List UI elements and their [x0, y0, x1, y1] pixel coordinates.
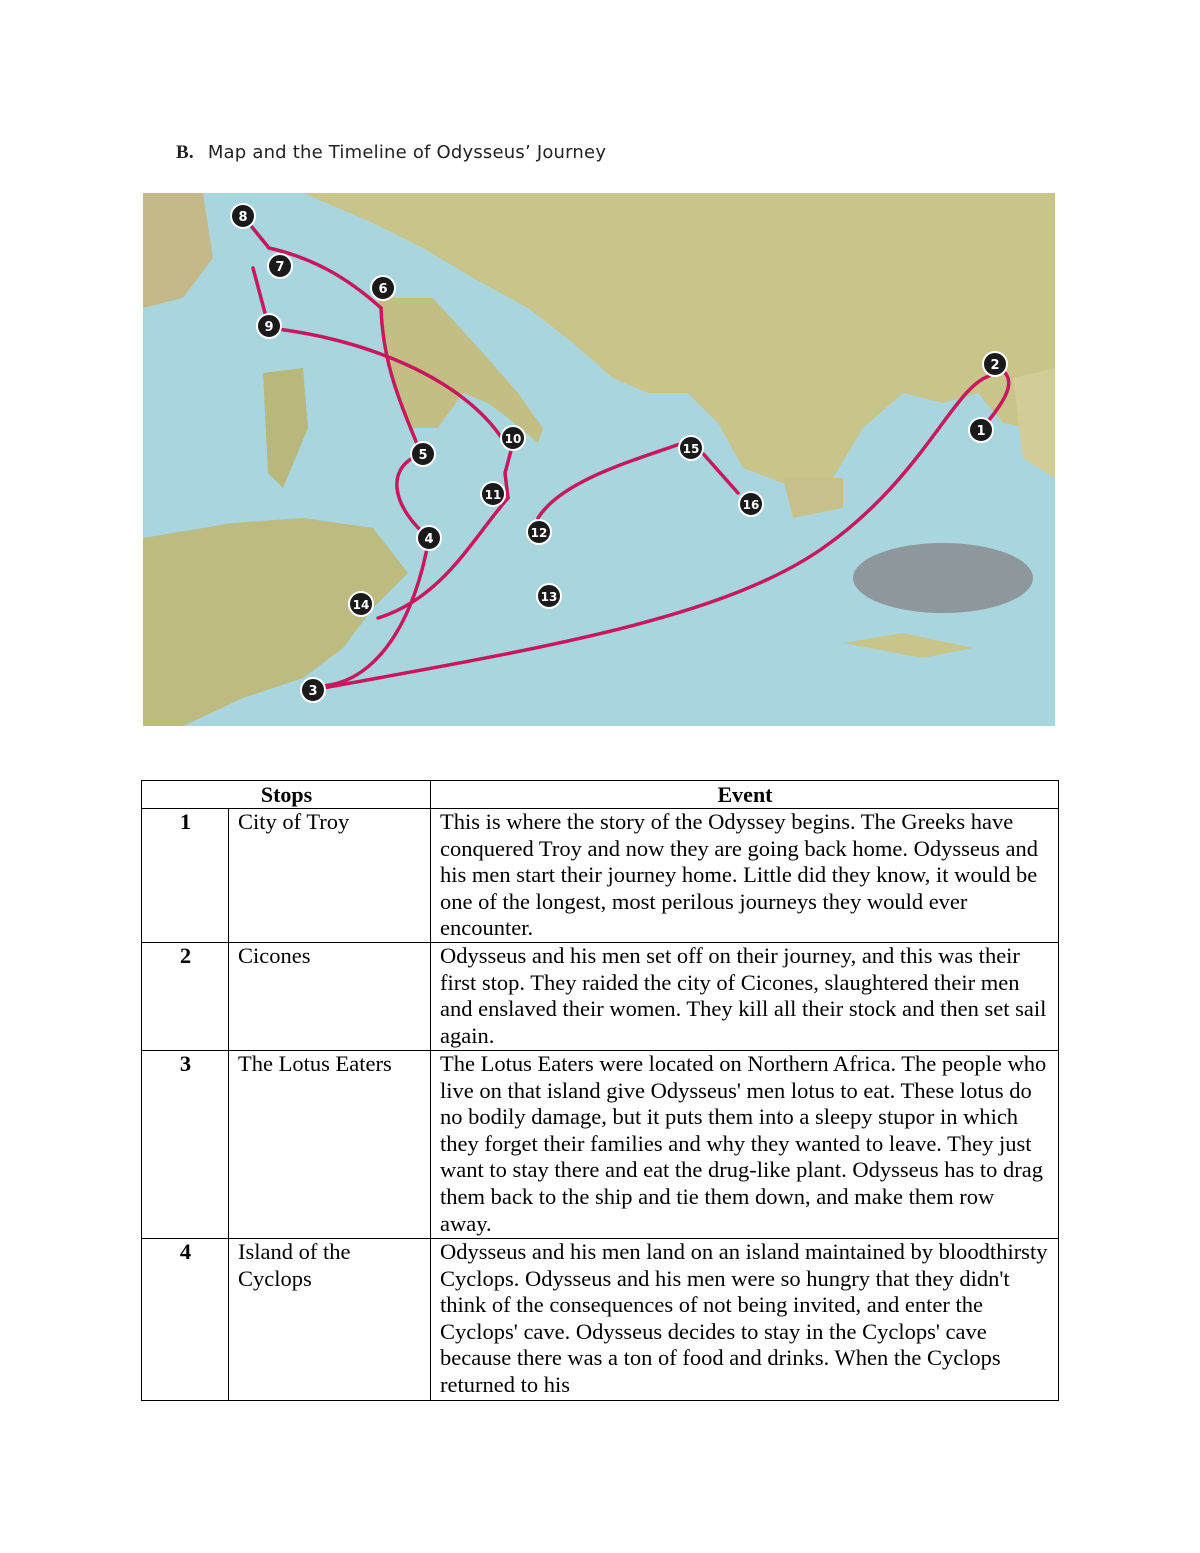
stop-name: The Lotus Eaters [229, 1051, 431, 1239]
stop-marker [231, 204, 255, 228]
stop-marker [527, 520, 551, 544]
section-letter: B. [176, 142, 194, 163]
map-storm-cloud [853, 543, 1033, 613]
table-row [142, 1051, 1059, 1239]
stop-marker [257, 314, 281, 338]
svg-text:10: 10 [504, 432, 522, 446]
stops-header: Stops [142, 781, 431, 809]
stop-marker [983, 352, 1007, 376]
svg-text:8: 8 [238, 210, 248, 225]
stop-marker [349, 592, 373, 616]
journey-map-illustration [143, 178, 1055, 726]
table-row [142, 943, 1059, 1051]
stop-number: 3 [142, 1051, 229, 1239]
svg-text:6: 6 [378, 282, 388, 297]
stop-marker [301, 678, 325, 702]
svg-text:14: 14 [352, 598, 370, 612]
svg-text:4: 4 [424, 532, 434, 547]
journey-table [141, 780, 1059, 1401]
stop-name: Cicones [229, 943, 431, 1051]
stop-event: Odysseus and his men land on an island maintained by bloodthirsty Cyclops. Odysseus and his men were so hungry that they didn't think of the consequences of not being invited, and enter the Cyclops' cave. Odysseus decides to stay in the Cyclops' cave because there was a ton of food and drinks. When the Cyclops returned to his [431, 1239, 1059, 1401]
stop-event: Odysseus and his men set off on their journey, and this was their first stop. They raided the city of Cicones, slaughtered their men and enslaved their women. They kill all their stock and then set sail again. [431, 943, 1059, 1051]
section-heading [176, 142, 606, 164]
stop-marker [501, 426, 525, 450]
stop-marker [739, 492, 763, 516]
section-title: Map and the Timeline of Odysseus’ Journey [207, 142, 607, 163]
stop-marker [268, 254, 292, 278]
svg-text:15: 15 [682, 442, 700, 456]
svg-text:9: 9 [264, 320, 274, 335]
stop-marker [969, 418, 993, 442]
stop-number: 2 [142, 943, 229, 1051]
stop-marker [411, 442, 435, 466]
stop-name: Island of the Cyclops [229, 1239, 431, 1401]
stop-marker [417, 526, 441, 550]
svg-text:11: 11 [484, 488, 502, 502]
stop-marker [537, 584, 561, 608]
stop-event: This is where the story of the Odyssey begins. The Greeks have conquered Troy and now they are going back home. Odysseus and his men start their journey home. Little did they know, it would be one of the longest, most perilous journeys they would ever encounter. [431, 809, 1059, 943]
stop-marker [481, 482, 505, 506]
stop-marker [679, 436, 703, 460]
svg-text:7: 7 [275, 260, 285, 275]
svg-text:5: 5 [418, 448, 428, 463]
svg-text:16: 16 [742, 498, 760, 512]
table-row [142, 809, 1059, 943]
table-row [142, 1239, 1059, 1401]
svg-text:12: 12 [530, 526, 548, 540]
table-header-row [142, 781, 1059, 809]
event-header: Event [431, 781, 1059, 809]
svg-text:2: 2 [990, 358, 1000, 373]
svg-text:13: 13 [540, 590, 558, 604]
svg-text:3: 3 [308, 684, 318, 699]
stop-event: The Lotus Eaters were located on Northern Africa. The people who live on that island give Odysseus' men lotus to eat. These lotus do no bodily damage, but it puts them into a sleepy stupor in which they forget their families and why they wanted to leave. They just want to stay there and eat the drug-like plant. Odysseus has to drag them back to the ship and tie them down, and make them row away. [431, 1051, 1059, 1239]
stop-marker [371, 276, 395, 300]
stop-number: 1 [142, 809, 229, 943]
svg-text:1: 1 [976, 424, 986, 439]
stop-number: 4 [142, 1239, 229, 1401]
stop-name: City of Troy [229, 809, 431, 943]
journey-map [143, 178, 1055, 726]
